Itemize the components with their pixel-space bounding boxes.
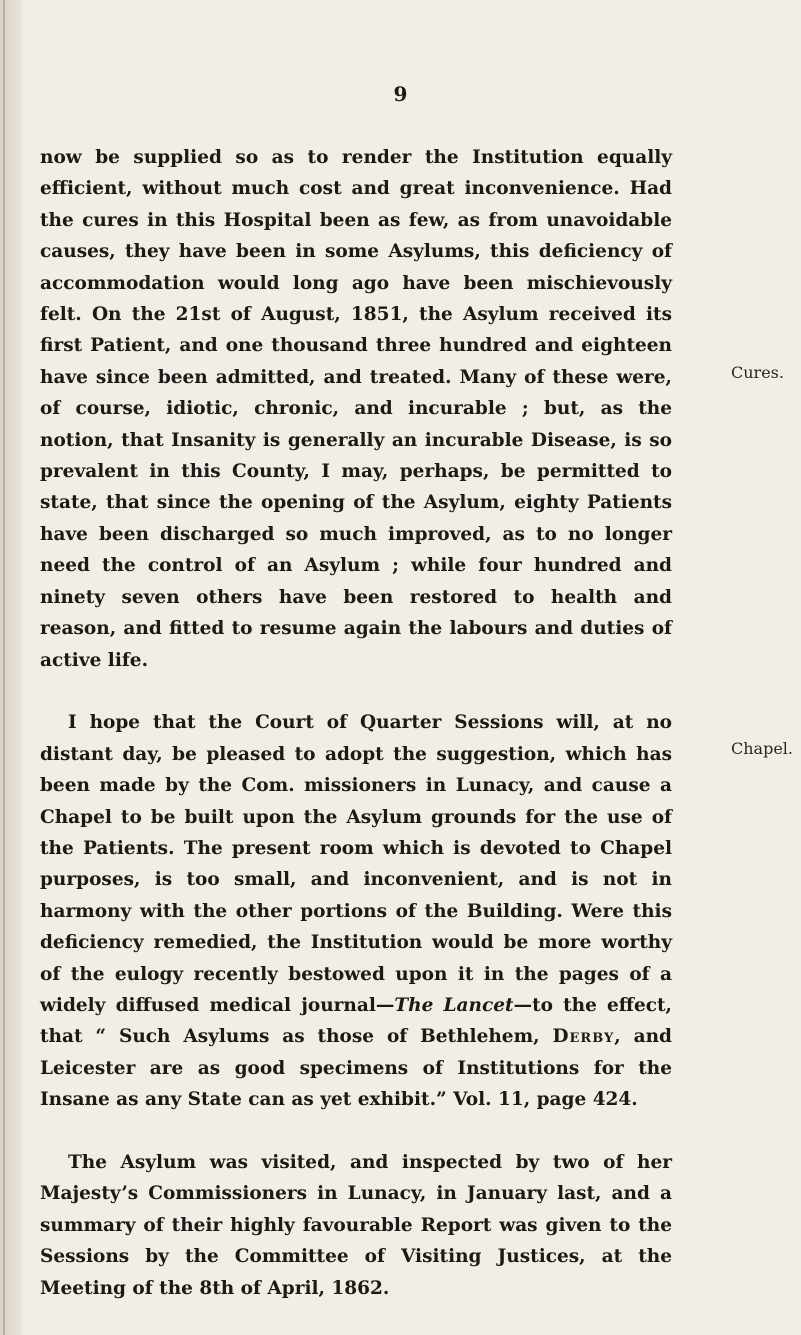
paragraph-2-text-c: , and Leicester are as good specimens of Institutions for the Insane as any State can as yet exhibit.” Vol. 11, page 424. <box>40 1026 672 1111</box>
paragraph-3 <box>40 1147 672 1304</box>
paragraph-2 <box>40 707 672 1115</box>
paragraph-1 <box>40 142 672 676</box>
body-text <box>40 142 672 1304</box>
margin-note-chapel: Chapel. <box>731 739 793 758</box>
journal-title: The Lancet <box>394 994 514 1016</box>
paragraph-3-text: The Asylum was visited, and inspected by two of her Majesty’s Commissioners in Lunacy, in January last, and a summary of their highly favourable Report was given to the Sessions by the Committee of Visiting Justices, at the Meeting of the 8th of April, 1862. <box>40 1151 672 1299</box>
paragraph-2-text-b: —to the effect, that “ Such Asylums as those of Bethlehem, <box>40 994 672 1048</box>
page-number: 9 <box>393 82 408 106</box>
binding-gutter <box>0 0 22 1335</box>
place-name-derby: Derby <box>552 1026 615 1048</box>
paragraph-2-text-a: I hope that the Court of Quarter Sessions will, at no distant day, be pleased to adopt the suggestion, which has been made by the Com. missioners in Lunacy, and cause a Chapel to be built upon the Asylum grounds for the use of the Patients. The present room which is devoted to Chapel purposes, is too small, and inconvenient, and is not in harmony with the other portions of the Building. Were this deficiency remedied, the Institution would be more worthy of the eulogy recently bestowed upon it in the pages of a widely diffused medical journal— <box>40 712 672 1016</box>
gutter-line <box>3 0 5 1335</box>
paragraph-1-text: now be supplied so as to render the Institution equally efficient, without much cost and great inconvenience. Had the cures in this Hospital been as few, as from unavoidable causes, they have been in some Asylums, this deficiency of accommodation would long ago have been mischievously felt. On the 21st of August, 1851, the Asylum received its first Patient, and one thousand three hundred and eighteen have since been admitted, and treated. Many of these were, of course, idiotic, chronic, and incurable ; but, as the notion, that Insanity is generally an incurable Disease, is so prevalent in this County, I may, perhaps, be permitted to state, that since the opening of the Asylum, eighty Patients have been discharged so much improved, as to no longer need the control of an Asylum ; while four hundred and ninety seven others have been restored to health and reason, and fitted to resume again the labours and duties of active life. <box>40 147 672 671</box>
margin-note-cures: Cures. <box>731 363 784 382</box>
